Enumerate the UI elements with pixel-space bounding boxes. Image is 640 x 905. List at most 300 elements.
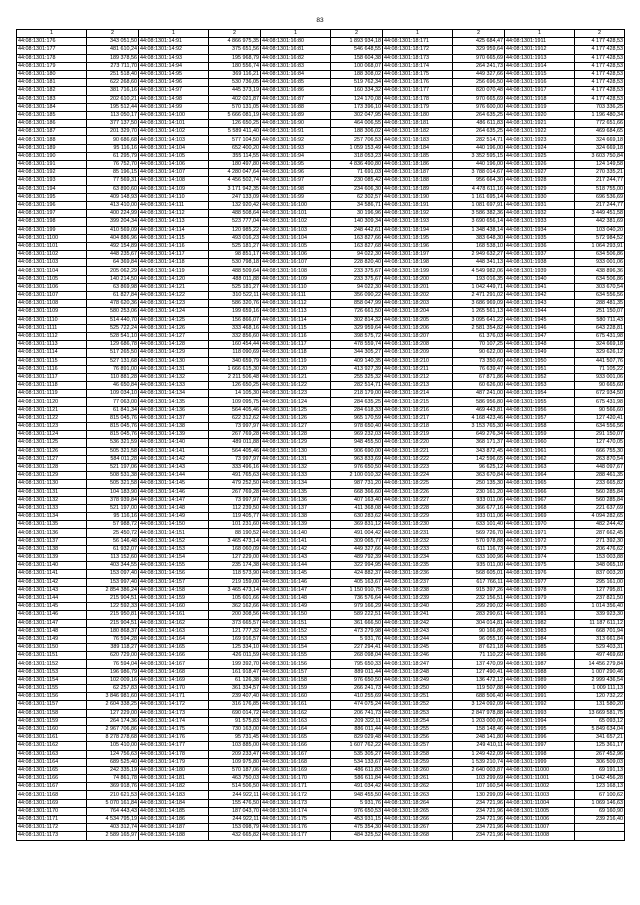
cadastral-number-cell: 44:08:1301:16:111: [261, 292, 331, 300]
cadastral-value-cell: 221 637,69: [575, 504, 625, 512]
cadastral-value-cell: 497 469,60: [575, 652, 625, 660]
cadastral-number-cell: 44:08:1301:1108: [17, 300, 87, 308]
table-row: [17, 357, 625, 365]
cadastral-value-cell: 580 253,06: [87, 308, 139, 316]
cadastral-number-cell: 44:08:1301:16:154: [261, 644, 331, 652]
cadastral-number-cell: 44:08:1301:1958: [505, 423, 575, 431]
cadastral-value-cell: 514 440,70: [87, 316, 139, 324]
cadastral-number-cell: 44:08:1301:14:141: [139, 447, 209, 455]
cadastral-number-cell: 44:08:1301:16:115: [261, 324, 331, 332]
cadastral-number-cell: 44:08:1301:1100: [17, 234, 87, 242]
cadastral-number-cell: 44:08:1301:18:258: [383, 750, 453, 758]
table-row: [17, 234, 625, 242]
cadastral-value-cell: 160 454,44: [209, 341, 261, 349]
cadastral-value-cell: 121 777,32: [209, 627, 261, 635]
table-row: [17, 169, 625, 177]
cadastral-number-cell: 44:08:1301:16:155: [261, 652, 331, 660]
cadastral-number-cell: 44:08:1301:1127: [17, 455, 87, 463]
cadastral-number-cell: 44:08:1301:14:138: [139, 423, 209, 431]
cadastral-number-cell: 44:08:1301:14:137: [139, 414, 209, 422]
cadastral-number-cell: 44:08:1301:18:253: [383, 709, 453, 717]
table-row: [17, 463, 625, 471]
cadastral-number-cell: 44:08:1301:16:102: [261, 218, 331, 226]
cadastral-value-cell: 302 047,95: [331, 111, 383, 119]
cadastral-value-cell: 935 011,00: [453, 562, 505, 570]
cadastral-value-cell: 340 659,79: [209, 357, 261, 365]
cadastral-number-cell: 44:08:1301:16:130: [261, 447, 331, 455]
cadastral-value-cell: 202 610,21: [87, 95, 139, 103]
cadastral-value-cell: 77 063,00: [87, 398, 139, 406]
cadastral-number-cell: 44:08:1301:1923: [505, 136, 575, 144]
cadastral-value-cell: 124 756,63: [87, 750, 139, 758]
cadastral-value-cell: 90 686,68: [87, 136, 139, 144]
cadastral-value-cell: 488 509,64: [209, 267, 261, 275]
cadastral-value-cell: 329 626,12: [575, 349, 625, 357]
table-row: [17, 594, 625, 602]
cadastral-number-cell: 44:08:1301:18:227: [383, 496, 453, 504]
cadastral-value-cell: 413 927,39: [331, 365, 383, 373]
cadastral-number-cell: 44:08:1301:16:95: [261, 161, 331, 169]
table-row: [17, 701, 625, 709]
cadastral-number-cell: 44:08:1301:14:171: [139, 693, 209, 701]
cadastral-value-cell: 215 904,51: [87, 619, 139, 627]
cadastral-value-cell: 288 461,35: [575, 472, 625, 480]
cadastral-value-cell: 689 525,40: [87, 758, 139, 766]
cadastral-number-cell: 44:08:1301:16:110: [261, 283, 331, 291]
cadastral-number-cell: 44:08:1301:16:158: [261, 676, 331, 684]
cadastral-number-cell: 44:08:1301:14:177: [139, 742, 209, 750]
cadastral-value-cell: 956 664,30: [453, 177, 505, 185]
table-row: [17, 300, 625, 308]
cadastral-value-cell: 67 100,62: [575, 791, 625, 799]
cadastral-number-cell: 44:08:1301:181: [17, 79, 87, 87]
cadastral-number-cell: 44:08:1301:14:114: [139, 226, 209, 234]
cadastral-number-cell: 44:08:1301:1983: [505, 627, 575, 635]
cadastral-number-cell: 44:08:1301:18:180: [383, 111, 453, 119]
cadastral-number-cell: 44:08:1301:18:184: [383, 144, 453, 152]
cadastral-number-cell: 44:08:1301:1129: [17, 472, 87, 480]
cadastral-value-cell: 235 174,38: [209, 562, 261, 570]
cadastral-number-cell: 44:08:1301:16:125: [261, 406, 331, 414]
cadastral-value-cell: 244 922,11: [209, 791, 261, 799]
cadastral-value-cell: 474 075,24: [331, 701, 383, 709]
cadastral-value-cell: 369 918,76: [87, 783, 139, 791]
cadastral-number-cell: 44:08:1301:14:168: [139, 668, 209, 676]
cadastral-value-cell: 1 666 615,30: [209, 365, 261, 373]
cadastral-number-cell: 44:08:1301:176: [17, 38, 87, 46]
cadastral-number-cell: 44:08:1301:16:106: [261, 251, 331, 259]
cadastral-number-cell: 44:08:1301:18:205: [383, 316, 453, 324]
table-row: [17, 316, 625, 324]
cadastral-number-cell: 44:08:1301:14:104: [139, 144, 209, 152]
cadastral-value-cell: 201 329,70: [87, 128, 139, 136]
cadastral-number-cell: 44:08:1301:14:153: [139, 545, 209, 553]
cadastral-value-cell: 103 040,20: [575, 226, 625, 234]
cadastral-number-cell: 44:08:1301:18:223: [383, 463, 453, 471]
cadastral-number-cell: 44:08:1301:1113: [17, 341, 87, 349]
cadastral-number-cell: 44:08:1301:178: [17, 54, 87, 62]
cadastral-number-cell: 44:08:1301:18:256: [383, 734, 453, 742]
cadastral-value-cell: 933 011,06: [453, 496, 505, 504]
table-row: [17, 750, 625, 758]
cadastral-value-cell: 95 731,45: [209, 734, 261, 742]
cadastral-value-cell: 91 575,83: [209, 717, 261, 725]
cadastral-value-cell: 948 455,50: [331, 791, 383, 799]
cadastral-value-cell: 71 110,22: [453, 652, 505, 660]
cadastral-value-cell: 140 309,34: [331, 218, 383, 226]
cadastral-number-cell: 44:08:1301:18:203: [383, 300, 453, 308]
cadastral-number-cell: 44:08:1301:1142: [17, 578, 87, 586]
cadastral-value-cell: 283 290,61: [453, 611, 505, 619]
cadastral-value-cell: 302 814,32: [331, 316, 383, 324]
cadastral-number-cell: 44:08:1301:1945: [505, 316, 575, 324]
cadastral-number-cell: 44:08:1301:14:187: [139, 824, 209, 832]
table-row: [17, 693, 625, 701]
cadastral-value-cell: 4 534 795,19: [87, 816, 139, 824]
cadastral-value-cell: 127 795,81: [575, 586, 625, 594]
cadastral-number-cell: 44:08:1301:14:97: [139, 87, 209, 95]
cadastral-number-cell: 44:08:1301:16:98: [261, 185, 331, 193]
cadastral-number-cell: 44:08:1301:177: [17, 46, 87, 54]
cadastral-value-cell: 104 183,90: [87, 488, 139, 496]
cadastral-value-cell: 25 450,72: [87, 529, 139, 537]
cadastral-number-cell: 44:08:1301:14:150: [139, 521, 209, 529]
cadastral-number-cell: 44:08:1301:14:148: [139, 504, 209, 512]
cadastral-value-cell: 234 721,96: [453, 807, 505, 815]
cadastral-number-cell: 44:08:1301:18:238: [383, 586, 453, 594]
cadastral-value-cell: 250 135,30: [453, 480, 505, 488]
cadastral-number-cell: 44:08:1301:1963: [505, 463, 575, 471]
cadastral-value-cell: 464 006,55: [331, 120, 383, 128]
cadastral-value-cell: 1 249 422,09: [453, 750, 505, 758]
table-row: [17, 193, 625, 201]
cadastral-value-cell: 158 148,46: [453, 725, 505, 733]
cadastral-number-cell: 44:08:1301:18:211: [383, 365, 453, 373]
cadastral-number-cell: 44:08:1301:1989: [505, 676, 575, 684]
cadastral-number-cell: 44:08:1301:16:116: [261, 332, 331, 340]
cadastral-number-cell: 44:08:1301:18:252: [383, 701, 453, 709]
cadastral-number-cell: 44:08:1301:11000: [505, 766, 575, 774]
cadastral-value-cell: 668 701,94: [575, 627, 625, 635]
cadastral-number-cell: 44:08:1301:1956: [505, 406, 575, 414]
cadastral-number-cell: 44:08:1301:16:84: [261, 70, 331, 78]
cadastral-number-cell: 44:08:1301:16:105: [261, 242, 331, 250]
cadastral-value-cell: 1 081 697,91: [453, 201, 505, 209]
cadastral-value-cell: 3 586 382,36: [453, 210, 505, 218]
cadastral-value-cell: 560 285,84: [575, 488, 625, 496]
cadastral-number-cell: 44:08:1301:16:177: [261, 832, 331, 840]
cadastral-number-cell: 44:08:1301:16:171: [261, 783, 331, 791]
cadastral-value-cell: 217 244,77: [575, 177, 625, 185]
cadastral-number-cell: 44:08:1301:1111: [17, 324, 87, 332]
cadastral-number-cell: 44:08:1301:16:159: [261, 685, 331, 693]
cadastral-value-cell: 287 662,45: [575, 529, 625, 537]
cadastral-number-cell: 44:08:1301:198: [17, 218, 87, 226]
cadastral-number-cell: 44:08:1301:14:181: [139, 775, 209, 783]
cadastral-number-cell: 44:08:1301:18:240: [383, 603, 453, 611]
table-row: [17, 734, 625, 742]
table-row: [17, 373, 625, 381]
cadastral-value-cell: 119 507,88: [453, 685, 505, 693]
cadastral-value-cell: 521 197,06: [87, 463, 139, 471]
cadastral-number-cell: 44:08:1301:14:132: [139, 373, 209, 381]
cadastral-value-cell: 299 290,02: [453, 603, 505, 611]
cadastral-value-cell: 611 116,73: [453, 545, 505, 553]
cadastral-number-cell: 44:08:1301:14:135: [139, 398, 209, 406]
cadastral-value-cell: 73 997,97: [209, 423, 261, 431]
cadastral-value-cell: 140 214,50: [87, 275, 139, 283]
cadastral-value-cell: 332 856,60: [209, 332, 261, 340]
cadastral-value-cell: 46 650,84: [87, 382, 139, 390]
cadastral-value-cell: 620 729,00: [87, 652, 139, 660]
cadastral-number-cell: 44:08:1301:1967: [505, 496, 575, 504]
cadastral-value-cell: 2 604 338,25: [87, 701, 139, 709]
cadastral-value-cell: 572 984,52: [575, 234, 625, 242]
cadastral-value-cell: 62 302,57: [331, 193, 383, 201]
cadastral-number-cell: 44:08:1301:193: [17, 177, 87, 185]
cadastral-number-cell: 44:08:1301:1957: [505, 414, 575, 422]
cadastral-number-cell: 44:08:1301:18:190: [383, 193, 453, 201]
cadastral-number-cell: 44:08:1301:14:124: [139, 308, 209, 316]
cadastral-number-cell: 44:08:1301:1999: [505, 758, 575, 766]
cadastral-number-cell: 44:08:1301:14:120: [139, 275, 209, 283]
cadastral-number-cell: 44:08:1301:18:183: [383, 136, 453, 144]
cadastral-value-table: [16, 29, 625, 841]
cadastral-value-cell: 263 870,54: [575, 455, 625, 463]
cadastral-value-cell: 11 187 611,12: [575, 619, 625, 627]
cadastral-value-cell: 2 471 291,02: [453, 292, 505, 300]
cadastral-number-cell: 44:08:1301:18:232: [383, 537, 453, 545]
table-row: [17, 120, 625, 128]
cadastral-value-cell: 156 866,07: [209, 316, 261, 324]
cadastral-number-cell: 44:08:1301:16:150: [261, 611, 331, 619]
cadastral-value-cell: 267 452,96: [575, 750, 625, 758]
cadastral-number-cell: 44:08:1301:18:263: [383, 791, 453, 799]
cadastral-value-cell: 633 101,40: [453, 521, 505, 529]
cadastral-value-cell: 764 443,43: [87, 807, 139, 815]
cadastral-value-cell: 310 522,11: [209, 292, 261, 300]
cadastral-value-cell: 3 124 092,09: [453, 701, 505, 709]
cadastral-number-cell: 44:08:1301:1173: [17, 832, 87, 840]
cadastral-number-cell: 44:08:1301:16:129: [261, 439, 331, 447]
cadastral-value-cell: 1 203 000,00: [453, 717, 505, 725]
cadastral-value-cell: 976 650,50: [331, 676, 383, 684]
cadastral-number-cell: 44:08:1301:14:118: [139, 259, 209, 267]
cadastral-value-cell: 383 648,30: [453, 234, 505, 242]
cadastral-value-cell: 251 518,40: [87, 70, 139, 78]
cadastral-value-cell: 622 312,62: [209, 414, 261, 422]
cadastral-number-cell: 44:08:1301:11005: [505, 807, 575, 815]
cadastral-value-cell: 248 141,80: [453, 734, 505, 742]
cadastral-number-cell: 44:08:1301:16:103: [261, 226, 331, 234]
cadastral-number-cell: 44:08:1301:16:96: [261, 169, 331, 177]
table-row: [17, 390, 625, 398]
cadastral-number-cell: 44:08:1301:18:200: [383, 275, 453, 283]
cadastral-value-cell: 103 299,69: [453, 775, 505, 783]
table-row: [17, 603, 625, 611]
cadastral-number-cell: 44:08:1301:16:140: [261, 529, 331, 537]
cadastral-value-cell: 368 171,37: [453, 439, 505, 447]
cadastral-number-cell: 44:08:1301:14:172: [139, 701, 209, 709]
cadastral-value-cell: 906 690,00: [331, 447, 383, 455]
cadastral-number-cell: 44:08:1301:16:99: [261, 193, 331, 201]
cadastral-number-cell: 44:08:1301:16:119: [261, 357, 331, 365]
cadastral-number-cell: 44:08:1301:16:82: [261, 54, 331, 62]
cadastral-value-cell: 76 891,00: [87, 365, 139, 373]
cadastral-number-cell: 44:08:1301:1955: [505, 398, 575, 406]
cadastral-number-cell: 44:08:1301:18:234: [383, 554, 453, 562]
cadastral-value-cell: 362 162,66: [209, 603, 261, 611]
cadastral-value-cell: 377 137,50: [87, 120, 139, 128]
table-row: [17, 349, 625, 357]
cadastral-value-cell: 61 827,84: [87, 292, 139, 300]
cadastral-value-cell: 3 449 451,58: [575, 210, 625, 218]
cadastral-value-cell: 405 163,67: [331, 578, 383, 586]
cadastral-value-cell: 34 586,71: [331, 201, 383, 209]
cadastral-value-cell: 675 431,98: [575, 398, 625, 406]
cadastral-number-cell: 44:08:1301:14:166: [139, 652, 209, 660]
cadastral-value-cell: 130 299,09: [453, 791, 505, 799]
cadastral-number-cell: 44:08:1301:16:144: [261, 562, 331, 570]
cadastral-value-cell: 469 443,81: [453, 406, 505, 414]
table-row: [17, 816, 625, 824]
cadastral-value-cell: 219 159,00: [209, 578, 261, 586]
cadastral-number-cell: 44:08:1301:18:210: [383, 357, 453, 365]
cadastral-value-cell: 560 285,84: [575, 496, 625, 504]
cadastral-value-cell: 56 146,48: [87, 537, 139, 545]
cadastral-value-cell: 3 788 014,67: [453, 169, 505, 177]
cadastral-value-cell: 488 508,64: [209, 210, 261, 218]
cadastral-value-cell: 815 045,76: [87, 414, 139, 422]
cadastral-number-cell: 44:08:1301:18:260: [383, 766, 453, 774]
cadastral-value-cell: 65 093,12: [575, 717, 625, 725]
cadastral-value-cell: 976 650,50: [331, 463, 383, 471]
cadastral-value-cell: 85 196,15: [87, 169, 139, 177]
cadastral-number-cell: 44:08:1301:14:136: [139, 406, 209, 414]
cadastral-value-cell: 4 280 047,64: [209, 169, 261, 177]
cadastral-number-cell: 44:08:1301:1994: [505, 717, 575, 725]
cadastral-value-cell: 570 187,06: [209, 766, 261, 774]
cadastral-value-cell: 205 062,29: [87, 267, 139, 275]
cadastral-value-cell: 535 305,27: [331, 750, 383, 758]
cadastral-value-cell: 218 179,00: [331, 390, 383, 398]
cadastral-value-cell: 234 606,30: [331, 185, 383, 193]
table-row: [17, 79, 625, 87]
cadastral-value-cell: 2 211 506,48: [209, 373, 261, 381]
cadastral-value-cell: 411 368,08: [331, 504, 383, 512]
cadastral-number-cell: 44:08:1301:1157: [17, 701, 87, 709]
cadastral-number-cell: 44:08:1301:1936: [505, 242, 575, 250]
cadastral-number-cell: 44:08:1301:16:117: [261, 341, 331, 349]
cadastral-value-cell: 829 029,48: [331, 734, 383, 742]
table-row: [17, 218, 625, 226]
cadastral-value-cell: 369 116,21: [209, 70, 261, 78]
cadastral-number-cell: 44:08:1301:18:222: [383, 455, 453, 463]
cadastral-number-cell: 44:08:1301:1150: [17, 644, 87, 652]
cadastral-number-cell: 44:08:1301:14:178: [139, 750, 209, 758]
cadastral-value-cell: 525 181,27: [209, 242, 261, 250]
cadastral-number-cell: 44:08:1301:16:139: [261, 521, 331, 529]
cadastral-value-cell: 30 196,96: [331, 210, 383, 218]
cadastral-number-cell: 44:08:1301:14:188: [139, 832, 209, 840]
cadastral-value-cell: 322 994,95: [331, 562, 383, 570]
cadastral-number-cell: 44:08:1301:185: [17, 111, 87, 119]
cadastral-value-cell: 242 335,19: [87, 766, 139, 774]
cadastral-value-cell: 77 569,31: [87, 177, 139, 185]
cadastral-value-cell: 361 666,50: [331, 619, 383, 627]
cadastral-number-cell: 44:08:1301:16:81: [261, 46, 331, 54]
table-row: [17, 766, 625, 774]
cadastral-value-cell: 3 465 473,14: [209, 586, 261, 594]
cadastral-value-cell: 976 650,53: [331, 807, 383, 815]
cadastral-number-cell: 44:08:1301:14:98: [139, 95, 209, 103]
cadastral-number-cell: 44:08:1301:14:159: [139, 594, 209, 602]
table-row: [17, 251, 625, 259]
cadastral-number-cell: 44:08:1301:18:233: [383, 545, 453, 553]
cadastral-value-cell: 122 592,33: [87, 603, 139, 611]
cadastral-number-cell: 44:08:1301:14:158: [139, 586, 209, 594]
cadastral-value-cell: 2 589 165,97: [87, 832, 139, 840]
cadastral-number-cell: 44:08:1301:1949: [505, 349, 575, 357]
column-number: 1: [17, 30, 87, 38]
cadastral-number-cell: 44:08:1301:18:187: [383, 169, 453, 177]
cadastral-value-cell: 448 097,67: [575, 463, 625, 471]
cadastral-number-cell: 44:08:1301:16:93: [261, 144, 331, 152]
cadastral-number-cell: 44:08:1301:1972: [505, 537, 575, 545]
cadastral-number-cell: 44:08:1301:14:169: [139, 676, 209, 684]
cadastral-value-cell: 316 176,85: [209, 701, 261, 709]
cadastral-value-cell: 101 231,60: [209, 521, 261, 529]
cadastral-number-cell: 44:08:1301:14:182: [139, 783, 209, 791]
cadastral-value-cell: 267 769,28: [209, 488, 261, 496]
table-row: [17, 832, 625, 840]
cadastral-value-cell: 366 677,16: [453, 504, 505, 512]
cadastral-value-cell: 110 881,28: [87, 373, 139, 381]
cadastral-value-cell: 634 506,86: [575, 275, 625, 283]
cadastral-number-cell: 44:08:1301:1950: [505, 357, 575, 365]
cadastral-number-cell: 44:08:1301:1107: [17, 292, 87, 300]
cadastral-value-cell: 67 871,86: [453, 373, 505, 381]
cadastral-value-cell: 109 975,80: [209, 758, 261, 766]
cadastral-number-cell: 44:08:1301:1158: [17, 709, 87, 717]
cadastral-number-cell: 44:08:1301:14:108: [139, 177, 209, 185]
cadastral-number-cell: 44:08:1301:11008: [505, 832, 575, 840]
cadastral-value-cell: 71 691,03: [331, 169, 383, 177]
cadastral-value-cell: 508 531,38: [87, 472, 139, 480]
cadastral-number-cell: 44:08:1301:16:137: [261, 504, 331, 512]
cadastral-number-cell: 44:08:1301:1163: [17, 750, 87, 758]
cadastral-number-cell: 44:08:1301:1131: [17, 488, 87, 496]
cadastral-value-cell: 4 094 282,65: [575, 513, 625, 521]
cadastral-value-cell: 344 305,27: [331, 349, 383, 357]
cadastral-number-cell: 44:08:1301:16:120: [261, 365, 331, 373]
cadastral-value-cell: 2 100 010,32: [331, 472, 383, 480]
table-row: [17, 136, 625, 144]
cadastral-number-cell: 44:08:1301:1120: [17, 398, 87, 406]
cadastral-number-cell: 44:08:1301:14:115: [139, 234, 209, 242]
cadastral-number-cell: 44:08:1301:1946: [505, 324, 575, 332]
cadastral-value-cell: 536 321,59: [87, 439, 139, 447]
cadastral-value-cell: 247 133,09: [209, 193, 261, 201]
cadastral-number-cell: 44:08:1301:18:245: [383, 644, 453, 652]
cadastral-value-cell: 324 669,18: [575, 341, 625, 349]
cadastral-number-cell: 44:08:1301:1920: [505, 111, 575, 119]
cadastral-value-cell: 666 755,30: [575, 447, 625, 455]
cadastral-value-cell: 2 854 386,24: [87, 586, 139, 594]
cadastral-value-cell: 529 403,31: [575, 644, 625, 652]
cadastral-value-cell: 206 741,73: [331, 709, 383, 717]
cadastral-value-cell: 195 968,79: [209, 54, 261, 62]
